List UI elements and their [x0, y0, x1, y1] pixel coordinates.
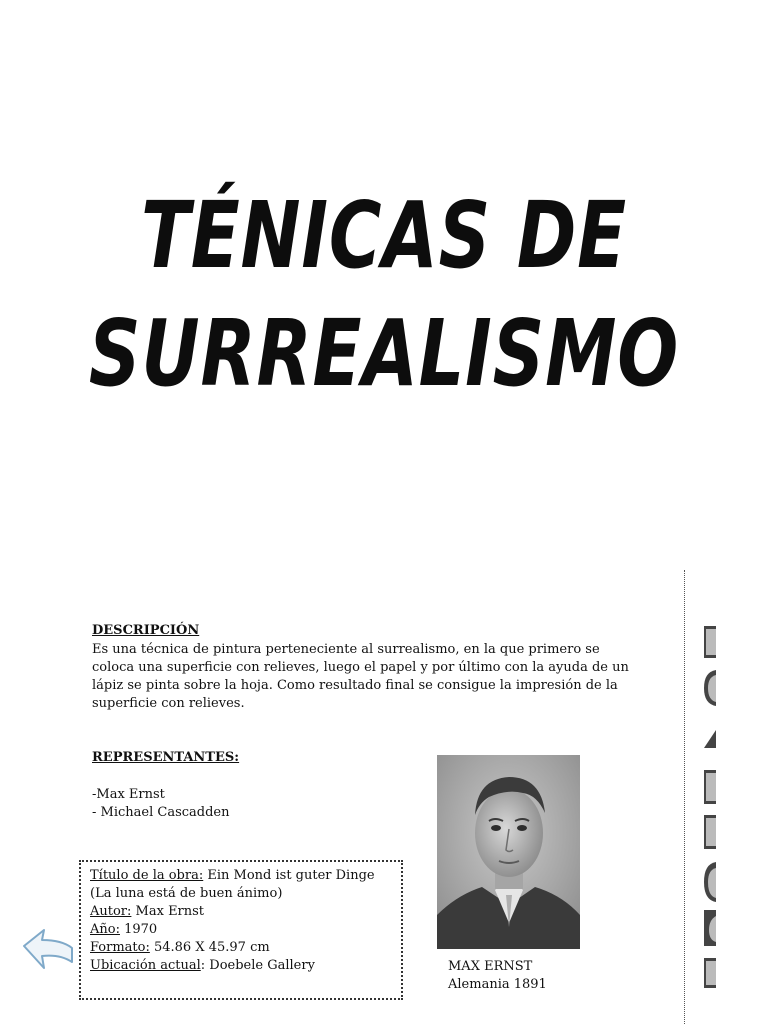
artwork-author-value: Max Ernst — [131, 904, 205, 919]
artwork-title-label: Título de la obra: — [90, 868, 204, 883]
vertical-dotted-divider — [684, 570, 685, 1024]
artwork-title-translation: (La luna está de buen ánimo) — [90, 886, 283, 901]
descripcion-heading: DESCRIPCIÓN — [92, 623, 200, 638]
artwork-location-row — [90, 957, 375, 975]
artwork-location-label: Ubicación actual — [90, 958, 201, 973]
representantes-heading: REPRESENTANTES: — [92, 750, 240, 765]
page-title-line-1: TÉNICAS DE — [141, 182, 627, 289]
artwork-format-value: 54.86 X 45.97 cm — [149, 940, 270, 955]
descripcion-line: coloca una superficie con relieves, luego el papel y por último con la ayuda de un — [92, 660, 629, 675]
cropped-letter-strip — [702, 620, 716, 995]
back-arrow-icon[interactable] — [20, 926, 76, 974]
artwork-format-label: Formato: — [90, 940, 150, 955]
artwork-year-row — [90, 921, 375, 939]
artwork-title-value: Ein Mond ist guter Dinge — [203, 868, 375, 883]
representantes-list — [92, 786, 230, 822]
artwork-author-row — [90, 903, 375, 921]
representante-item: -Max Ernst — [92, 787, 165, 802]
portrait-caption-name: MAX ERNST — [448, 959, 533, 974]
artwork-info — [90, 867, 375, 975]
representante-item: - Michael Cascadden — [92, 805, 230, 820]
portrait-caption-origin: Alemania 1891 — [448, 977, 547, 992]
portrait-photo — [437, 755, 580, 949]
artwork-year-value: 1970 — [119, 922, 158, 937]
artwork-author-label: Autor: — [90, 904, 132, 919]
artwork-format-row — [90, 939, 375, 957]
descripcion-line: Es una técnica de pintura perteneciente al surrealismo, en la que primero se — [92, 642, 600, 657]
descripcion-line: superficie con relieves. — [92, 696, 245, 711]
portrait-caption — [448, 958, 547, 994]
descripcion-body — [92, 641, 632, 713]
descripcion-line: lápiz se pinta sobre la hoja. Como resultado final se consigue la impresión de la — [92, 678, 618, 693]
artwork-title-row — [90, 867, 375, 885]
artwork-year-label: Año: — [90, 922, 120, 937]
page-title-line-2: SURREALISMO — [88, 300, 680, 407]
artwork-location-value: : Doebele Gallery — [200, 958, 315, 973]
